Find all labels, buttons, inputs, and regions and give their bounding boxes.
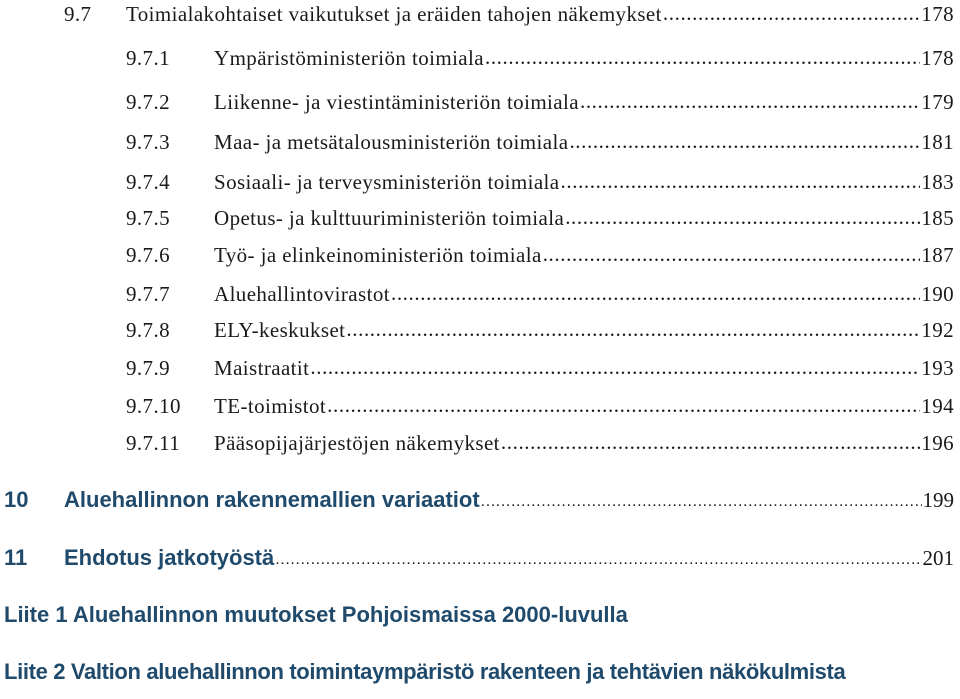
toc-number: 10 bbox=[4, 487, 29, 512]
toc-title: Liite 1 Aluehallinnon muutokset Pohjoismaissa 2000-luvulla bbox=[4, 602, 628, 627]
toc-page-number: 193 bbox=[921, 356, 954, 380]
dot-leader bbox=[327, 393, 920, 418]
dot-leader bbox=[565, 205, 920, 230]
toc-number: 9.7.7 bbox=[126, 282, 170, 306]
toc-title: Toimialakohtaiset vaikutukset ja eräiden tahojen näkemykset bbox=[126, 2, 662, 26]
toc-title: Ehdotus jatkotyöstä bbox=[64, 545, 275, 570]
dot-leader bbox=[543, 242, 921, 267]
toc-number: 9.7.10 bbox=[126, 394, 181, 418]
toc-entry-9-7-2[interactable] bbox=[126, 90, 954, 115]
toc-title: Maa- ja metsätalousministeriön toimiala bbox=[214, 130, 569, 154]
toc-title: Aluehallinnon rakennemallien variaatiot bbox=[64, 487, 480, 512]
toc-entry-appendix-1[interactable] bbox=[4, 602, 954, 628]
toc-entry-9-7-7[interactable] bbox=[126, 282, 954, 307]
dot-leader bbox=[663, 1, 920, 26]
toc-number: 9.7.6 bbox=[126, 243, 170, 267]
toc-entry-9-7[interactable] bbox=[64, 2, 954, 27]
toc-title: Opetus- ja kulttuuriministeriön toimiala bbox=[214, 206, 565, 230]
toc-title: Sosiaali- ja terveysministeriön toimiala bbox=[214, 170, 560, 194]
toc-entry-9-7-10[interactable] bbox=[126, 394, 954, 419]
dot-leader bbox=[580, 89, 920, 114]
toc-page-number: 196 bbox=[921, 431, 954, 455]
toc-page-number: 201 bbox=[922, 546, 954, 570]
toc-entry-9-7-11[interactable] bbox=[126, 431, 954, 456]
toc-number: 9.7.8 bbox=[126, 318, 170, 342]
dot-leader bbox=[569, 129, 920, 154]
toc-entry-9-7-8[interactable] bbox=[126, 318, 954, 343]
toc-number: 9.7.1 bbox=[126, 46, 170, 70]
toc-entry-9-7-9[interactable] bbox=[126, 356, 954, 381]
toc-title: Aluehallintovirastot bbox=[214, 282, 390, 306]
toc-number: 9.7.11 bbox=[126, 431, 181, 455]
toc-entry-9-7-4[interactable] bbox=[126, 170, 954, 195]
dot-leader bbox=[501, 430, 920, 455]
toc-page-number: 194 bbox=[921, 394, 954, 418]
dot-leader bbox=[275, 544, 921, 570]
toc-page-number: 178 bbox=[921, 46, 954, 70]
toc-page-number: 181 bbox=[921, 130, 954, 154]
toc-entry-chapter-10[interactable] bbox=[4, 487, 954, 513]
toc-entry-9-7-5[interactable] bbox=[126, 206, 954, 231]
toc-number: 9.7.9 bbox=[126, 356, 170, 380]
toc-page-number: 192 bbox=[921, 318, 954, 342]
toc-title: Pääsopijajärjestöjen näkemykset bbox=[214, 431, 500, 455]
toc-page-number: 190 bbox=[921, 282, 954, 306]
toc-page-number: 183 bbox=[921, 170, 954, 194]
dot-leader bbox=[310, 355, 920, 380]
toc-entry-appendix-2[interactable] bbox=[4, 659, 954, 685]
toc-title: Ympäristöministeriön toimiala bbox=[214, 46, 484, 70]
toc-page-number: 178 bbox=[921, 2, 954, 26]
toc-number: 11 bbox=[4, 545, 28, 570]
toc-page-number: 199 bbox=[922, 488, 954, 512]
dot-leader bbox=[485, 45, 920, 70]
dot-leader bbox=[346, 317, 920, 342]
toc-title: Liikenne- ja viestintäministeriön toimiala bbox=[214, 90, 579, 114]
toc-entry-chapter-11[interactable] bbox=[4, 545, 954, 571]
toc-entry-9-7-1[interactable] bbox=[126, 46, 954, 71]
toc-title: TE-toimistot bbox=[214, 394, 327, 418]
toc-page-number: 187 bbox=[921, 243, 954, 267]
toc-number: 9.7.4 bbox=[126, 170, 170, 194]
toc-number: 9.7.2 bbox=[126, 90, 170, 114]
toc-entry-9-7-6[interactable] bbox=[126, 243, 954, 268]
toc-entry-9-7-3[interactable] bbox=[126, 130, 954, 155]
dot-leader bbox=[391, 281, 920, 306]
toc-title: ELY-keskukset bbox=[214, 318, 346, 342]
toc-title: Maistraatit bbox=[214, 356, 310, 380]
toc-page-number: 185 bbox=[921, 206, 954, 230]
toc-number: 9.7.5 bbox=[126, 206, 170, 230]
dot-leader bbox=[481, 486, 922, 512]
toc-page-number: 179 bbox=[921, 90, 954, 114]
toc-title: Työ- ja elinkeinoministeriön toimiala bbox=[214, 243, 542, 267]
toc-number: 9.7.3 bbox=[126, 130, 170, 154]
toc-title: Liite 2 Valtion aluehallinnon toimintaympäristö rakenteen ja tehtävien näkökulmista bbox=[4, 659, 846, 684]
toc-number: 9.7 bbox=[64, 2, 92, 26]
dot-leader bbox=[561, 169, 921, 194]
